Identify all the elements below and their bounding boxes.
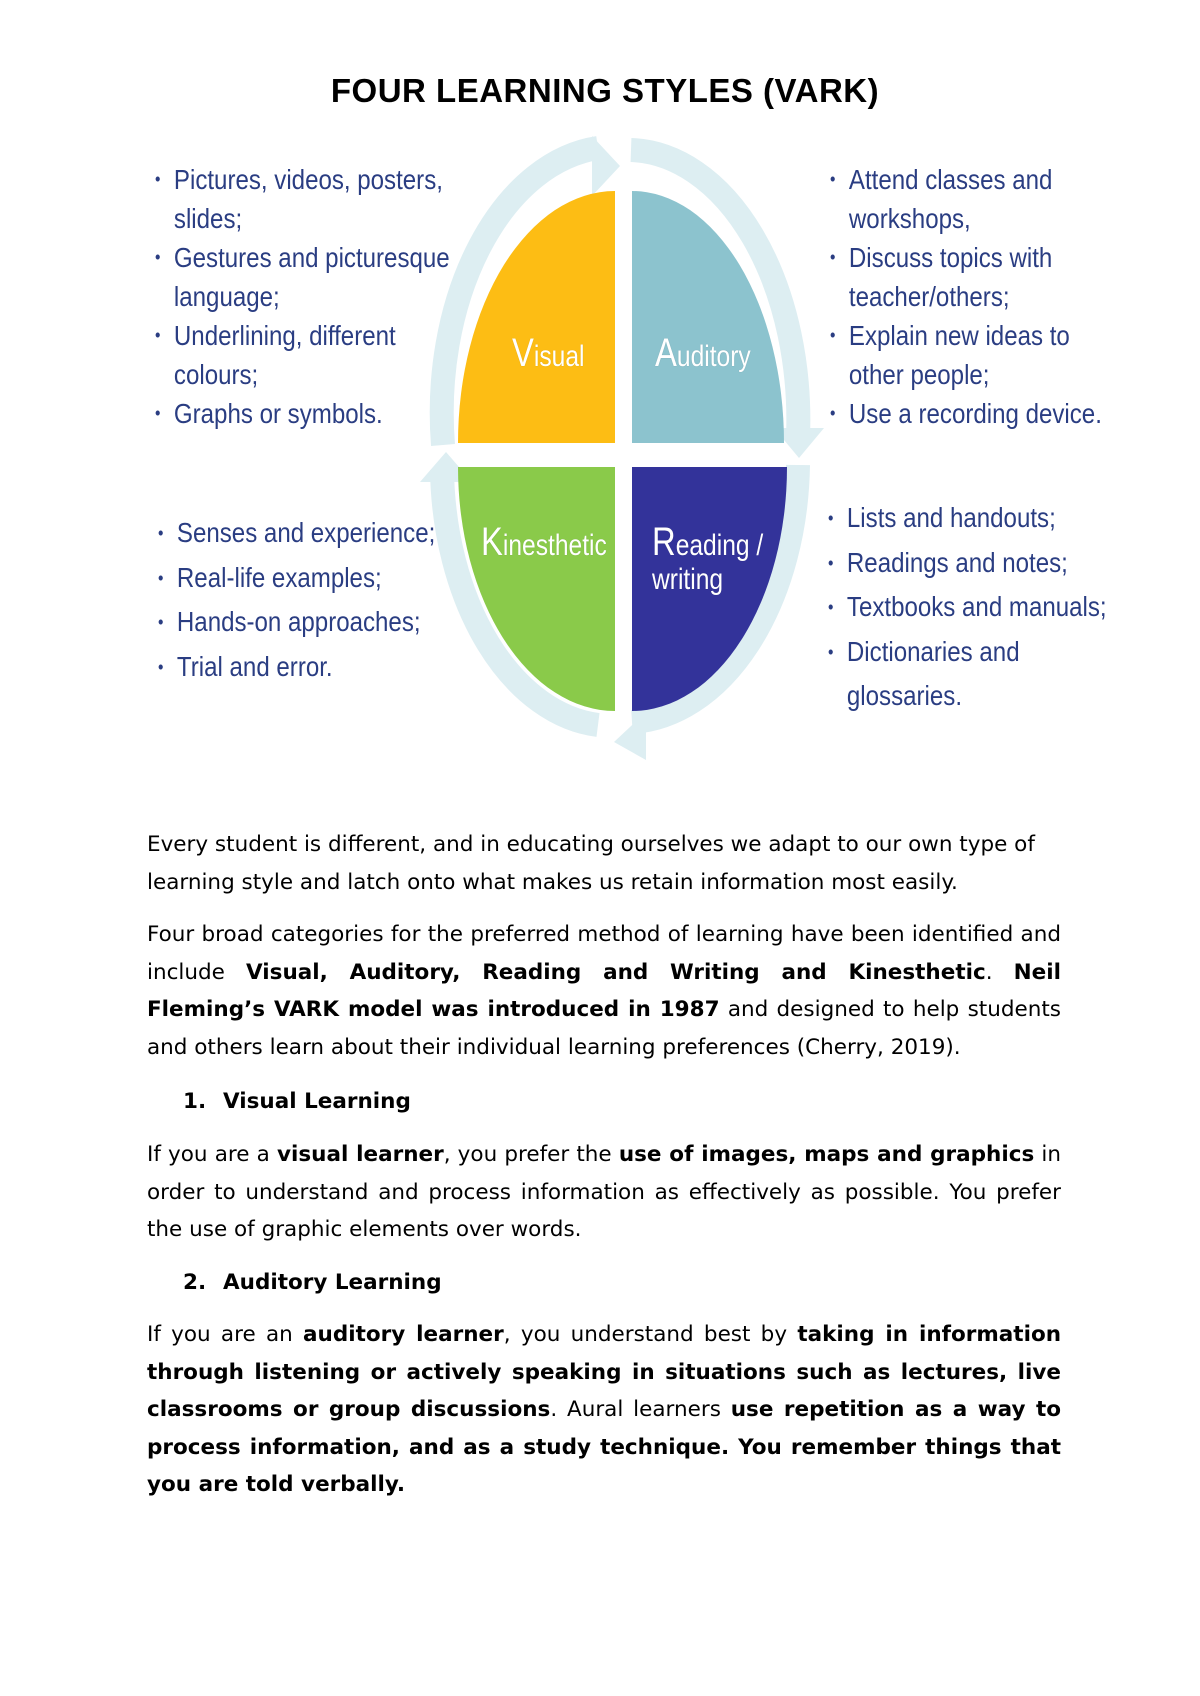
list-item: language; xyxy=(173,281,280,312)
list-item: • Underlining, different xyxy=(155,316,450,355)
list-item: • Hands-on approaches; xyxy=(158,600,435,645)
list-item: • Pictures, videos, posters, xyxy=(155,160,450,199)
list-item: slides; xyxy=(173,203,243,234)
list-item: colours; xyxy=(173,359,259,390)
list-item: workshops, xyxy=(848,203,971,234)
list-item: • Trial and error. xyxy=(158,645,435,690)
list-item: • Readings and notes; xyxy=(828,541,1107,586)
reading-bullets xyxy=(828,496,1107,719)
list-item: • Attend classes and xyxy=(830,160,1102,199)
label-kinesthetic: Kinesthetic xyxy=(481,520,607,564)
label-reading: Reading / writing xyxy=(652,520,764,596)
section-heading-visual: 1. Visual Learning xyxy=(183,1089,411,1114)
visual-paragraph: If you are a visual learner, you prefer the use of images, maps and graphics in order to understand and process information as effectively as possible. You prefer the use of graphic elements over words. xyxy=(147,1142,1062,1242)
auditory-paragraph: If you are an auditory learner, you understand best by taking in information through listening or actively speaking in situations such as lectures, live classrooms or group discussions. Aural learners use repetition as a way to process information, and as a study technique. You remember things that you are told verbally. xyxy=(147,1322,1062,1497)
quadrant-kinesthetic xyxy=(458,467,615,711)
cycle-ring xyxy=(420,136,824,760)
categories-paragraph: Four broad categories for the preferred method of learning have been identified and include Visual, Auditory, Reading and Writing and Kinesthetic. Neil Fleming’s VARK model was introduced in 1987 and designed to help students and others learn about their individual learning preferences (Cherry, 2019). xyxy=(147,922,1061,1060)
list-item: • Textbooks and manuals; xyxy=(828,585,1107,630)
list-item: • Explain new ideas to xyxy=(830,316,1102,355)
kinesthetic-bullets xyxy=(158,511,435,689)
list-item: other people; xyxy=(848,359,990,390)
list-item: • Real-life examples; xyxy=(158,556,435,601)
section-heading-auditory: 2. Auditory Learning xyxy=(183,1270,442,1295)
auditory-bullets xyxy=(830,160,1102,433)
list-item: teacher/others; xyxy=(848,281,1010,312)
list-item: • Gestures and picturesque xyxy=(155,238,450,277)
list-item: • Use a recording device. xyxy=(830,394,1102,433)
list-item: glossaries. xyxy=(846,680,963,711)
list-item: • Dictionaries and xyxy=(828,630,1107,675)
visual-bullets xyxy=(155,160,450,433)
list-item: • Graphs or symbols. xyxy=(155,394,450,433)
arrowhead-bottom xyxy=(614,712,646,760)
list-item: • Discuss topics with xyxy=(830,238,1102,277)
label-auditory: Auditory xyxy=(655,331,751,375)
intro-paragraph: Every student is different, and in educating ourselves we adapt to our own type of learning style and latch onto what makes us retain information most easily. xyxy=(147,832,1035,895)
arrowhead-top xyxy=(592,136,620,196)
label-visual: Visual xyxy=(512,331,585,375)
list-item: • Senses and experience; xyxy=(158,511,435,556)
page-title: FOUR LEARNING STYLES (VARK) xyxy=(330,72,880,109)
list-item: • Lists and handouts; xyxy=(828,496,1107,541)
